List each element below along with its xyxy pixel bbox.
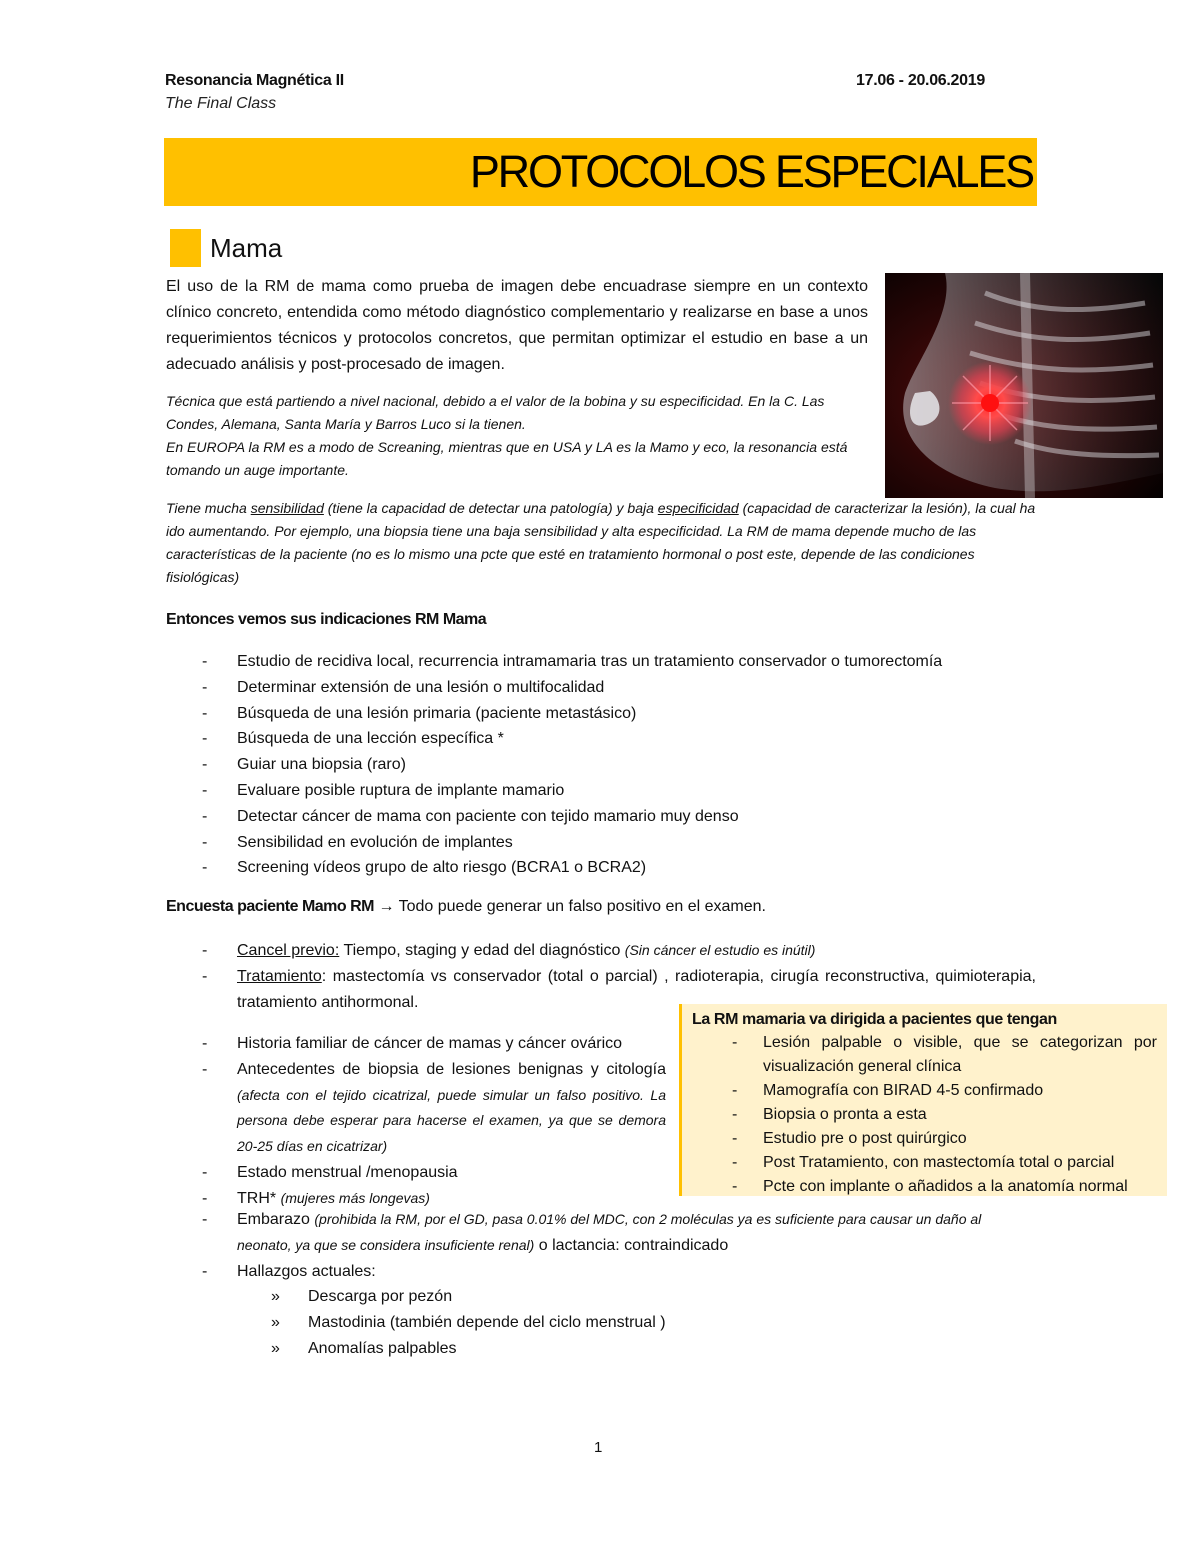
item-text: o lactancia: contraindicado [534,1236,729,1254]
indications-heading: Entonces vemos sus indicaciones RM Mama [166,611,487,628]
sens-text-3: (capacidad de caracterizar la lesión), la cual ha ido aumentando. Por ejemplo, una biopsia tiene una baja sensibilidad y alta especificidad. La RM de mama depende mucho de las características de la paciente (no es lo mismo una pcte que esté en tratamiento hormonal o post este, depende de las condiciones fisiológicas) [166,500,1036,585]
item-text: Embarazo [237,1211,315,1228]
item-label: Tratamiento [237,967,322,985]
indications-list [166,649,1036,881]
sens-term-sensibilidad: sensibilidad [250,500,324,516]
dash-bullet: - [732,1106,738,1123]
dash-bullet: - [202,756,208,774]
item-note: (Sin cáncer el estudio es inútil) [624,942,816,958]
list-item [166,855,1036,881]
encuesta-list-2 [166,1031,666,1212]
item-text: Evaluare posible ruptura de implante mamario [237,781,565,799]
dash-bullet: - [732,1154,738,1171]
course-subtitle: The Final Class [165,95,277,112]
list-item [166,701,1036,727]
dash-bullet: - [202,781,208,799]
raquo-bullet: » [271,1314,280,1332]
dash-bullet: - [202,1189,208,1207]
dash-bullet: - [732,1034,738,1051]
title-banner [164,138,1037,206]
item-text: Búsqueda de una lección específica * [237,730,504,748]
dash-bullet: - [202,730,208,748]
dash-bullet: - [202,1163,208,1181]
list-item [166,675,1036,701]
hallazgo-item [166,1336,1036,1362]
list-item [166,1160,666,1186]
encuesta-note: Todo puede generar un falso positivo en el examen. [394,898,766,915]
page-number: 1 [594,1439,603,1456]
item-text: Antecedentes de biopsia de lesiones benignas y citología [237,1060,666,1078]
item-text: Estudio de recidiva local, recurrencia intramamaria tras un tratamiento conservador o tumorectomía [237,653,943,670]
item-text: Búsqueda de una lesión primaria (paciente metastásico) [237,704,637,722]
list-item [166,1031,666,1057]
item-text: Historia familiar de cáncer de mamas y cáncer ovárico [237,1035,623,1052]
dash-bullet: - [732,1082,738,1099]
list-item [166,1207,1036,1259]
section-marker [170,229,201,267]
technique-note [166,390,871,482]
list-item [166,726,1036,752]
dash-bullet: - [202,1060,208,1078]
item-text: Post Tratamiento, con mastectomía total o parcial [763,1154,1115,1171]
course-dates: 17.06 - 20.06.2019 [856,72,985,89]
sens-term-especificidad: especificidad [657,500,739,516]
list-item [692,1103,1157,1127]
item-text: Lesión palpable o visible, que se categorizan por visualización general clínica [763,1034,1157,1075]
list-item [692,1031,1157,1079]
dash-bullet: - [732,1178,738,1195]
item-text: Descarga por pezón [308,1288,453,1306]
dash-bullet: - [202,859,208,877]
item-note: (prohibida la RM, por el GD, pasa 0.01% del MDC, con 2 moléculas ya es suficiente para causar un daño al neonato, ya que se considera insuficiente renal) [237,1211,982,1253]
page-title: PROTOCOLOS ESPECIALES [469,146,1033,197]
dash-bullet: - [732,1130,738,1147]
technique-note-1: Técnica que está partiendo a nivel nacional, debido a el valor de la bobina y su especificidad. En la C. Las Condes, Alemana, Santa María y Barros Luco si la tienen. [166,393,825,432]
encuesta-heading-line [166,898,766,916]
raquo-bullet: » [271,1288,280,1306]
raquo-bullet: » [271,1339,280,1357]
dash-bullet: - [202,704,208,722]
list-item [692,1151,1157,1175]
course-title: Resonancia Magnética II [165,72,344,89]
list-item [166,778,1036,804]
hallazgo-item [166,1310,1036,1336]
dash-bullet: - [202,678,208,696]
item-text: TRH* [237,1189,281,1207]
list-item [692,1175,1157,1199]
encuesta-list-3 [166,1207,1036,1362]
item-text: Estado menstrual /menopausia [237,1163,458,1181]
item-text: Detectar cáncer de mama con paciente con tejido mamario muy denso [237,807,739,825]
dash-bullet: - [202,967,208,985]
item-text: : mastectomía vs conservador (total o parcial) , radioterapia, cirugía reconstructiva, quimioterapia, tratamiento antihormonal. [237,967,1036,1011]
list-item [166,938,1036,964]
criteria-box [679,1004,1167,1196]
item-text: Sensibilidad en evolución de implantes [237,833,513,851]
breast-illustration-svg [885,273,1163,498]
criteria-box-title: La RM mamaria va dirigida a pacientes que tengan [692,1011,1057,1028]
item-note: (afecta con el tejido cicatrizal, puede simular un falso positivo. La persona debe esperar para hacerse el examen, ya que se demora 20-25 días en cicatrizar) [237,1086,666,1155]
encuesta-heading: Encuesta paciente Mamo RM [166,898,374,915]
item-text: Hallazgos actuales: [237,1262,376,1280]
item-text: Screening vídeos grupo de alto riesgo (BCRA1 o BCRA2) [237,859,647,877]
arrow-icon: → [378,898,395,915]
dash-bullet: - [202,1211,208,1228]
breast-xray-illustration [885,273,1163,498]
hallazgos-list [166,1284,1036,1361]
item-text: Pcte con implante o añadidos a la anatomía normal [763,1178,1128,1195]
item-label: Cancel previo: [237,942,340,959]
sens-text-2: (tiene la capacidad de detectar una patología) y baja [323,500,658,516]
technique-note-2: En EUROPA la RM es a modo de Screaning, mientras que en USA y LA es la Mamo y eco, la resonancia está tomando un auge importante. [166,439,848,478]
list-item [166,804,1036,830]
dash-bullet: - [202,833,208,851]
list-item [166,752,1036,778]
item-text: Tiempo, staging y edad del diagnóstico [339,942,625,959]
dash-bullet: - [202,1262,208,1280]
sensitivity-paragraph [166,497,1036,589]
list-item [166,649,1036,675]
dash-bullet: - [202,942,208,959]
item-text: Determinar extensión de una lesión o multifocalidad [237,678,605,696]
item-text: Guiar una biopsia (raro) [237,756,406,774]
list-item [692,1127,1157,1151]
item-text: Biopsia o pronta a esta [763,1106,927,1123]
item-note: (mujeres más longevas) [280,1189,430,1206]
list-item [166,830,1036,856]
dash-bullet: - [202,653,208,670]
hallazgo-item [166,1284,1036,1310]
item-text: Mamografía con BIRAD 4-5 confirmado [763,1082,1044,1099]
dash-bullet: - [202,807,208,825]
item-text: Estudio pre o post quirúrgico [763,1130,967,1147]
item-text: Mastodinia (también depende del ciclo menstrual ) [308,1314,666,1332]
sens-text-1: Tiene mucha [166,500,251,516]
section-title: Mama [210,233,283,263]
item-text: Anomalías palpables [308,1339,457,1357]
list-item [166,1259,1036,1285]
list-item [692,1079,1157,1103]
dash-bullet: - [202,1035,208,1052]
intro-paragraph: El uso de la RM de mama como prueba de imagen debe encuadrase siempre en un contexto clínico concreto, entendida como método diagnóstico complementario y realizarse en base a unos requerimientos técnicos y protocolos concretos, que permitan optimizar el estudio en base a un adecuado análisis y post-procesado de imagen. [166,278,868,373]
list-item [166,1057,666,1160]
